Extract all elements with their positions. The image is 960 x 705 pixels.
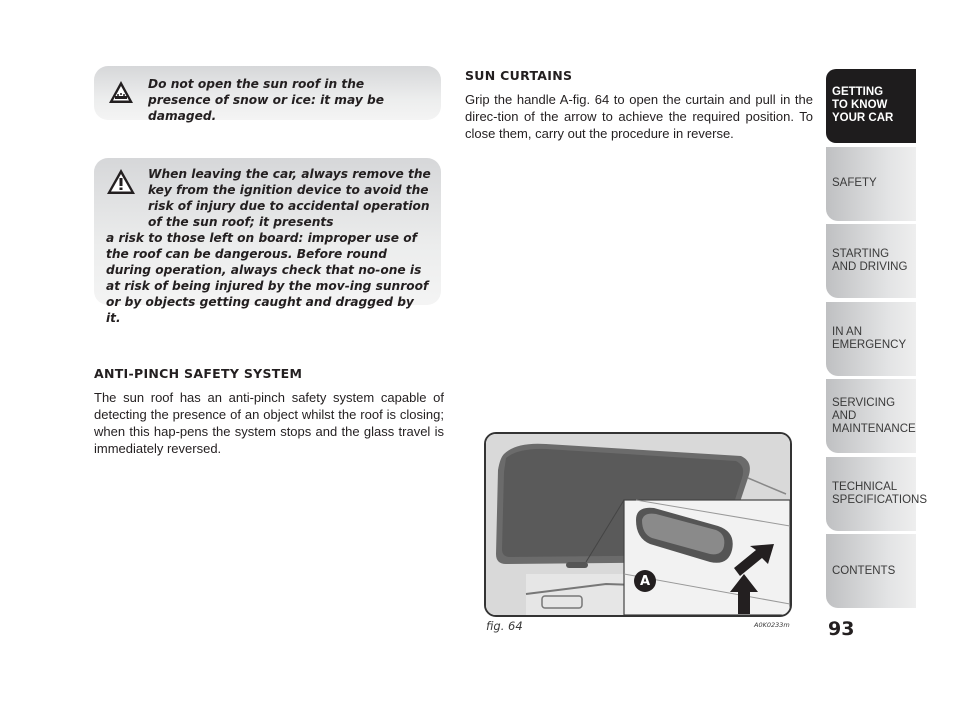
chapter-tabs: [826, 69, 927, 612]
label-a-marker: [634, 570, 656, 592]
snow-warning-icon: [108, 80, 134, 104]
key-warning-box: [94, 158, 441, 325]
tab-contents[interactable]: CONTENTS: [826, 534, 916, 608]
figure-code: A0K0233m: [754, 621, 790, 629]
snow-warning-box: [94, 66, 441, 123]
label-a-text: A: [639, 573, 651, 589]
figure-caption: fig. 64: [486, 619, 523, 633]
snow-warning-text: Do not open the sun roof in the presence of snow or ice: it may be damaged.: [148, 77, 385, 123]
sun-curtains-body: Grip the handle A-fig. 64 to open the curtain and pull in the direc-tion of the arrow to achieve the required position. To close them, carry out the procedure in reverse.: [465, 92, 813, 141]
tab-in-an-emergency[interactable]: IN AN EMERGENCY: [826, 302, 916, 376]
key-warning-text-rest: a risk to those left on board: improper use of the roof can be dangerous. Before round during operation, always check that no-one is at risk of being injured by the mov-ing sunroof or by objects getting caught and dragged by it.: [106, 231, 429, 325]
anti-pinch-body: The sun roof has an anti-pinch safety system capable of detecting the presence of an object whilst the roof is closing; when this hap-pens the system stops and the glass travel is immediately reversed.: [94, 390, 444, 456]
anti-pinch-title: ANTI-PINCH SAFETY SYSTEM: [94, 366, 303, 381]
tab-servicing-and-maintenance[interactable]: SERVICING AND MAINTENANCE: [826, 379, 916, 453]
page-number: 93: [828, 618, 855, 640]
tab-starting-and-driving[interactable]: STARTING AND DRIVING: [826, 224, 916, 298]
sun-curtain-figure: [484, 432, 792, 617]
warning-triangle-icon: [106, 168, 136, 195]
tab-safety[interactable]: SAFETY: [826, 147, 916, 221]
tab-getting-to-know-your-car[interactable]: GETTING TO KNOW YOUR CAR: [826, 69, 916, 143]
tab-technical-specifications[interactable]: TECHNICAL SPECIFICATIONS: [826, 457, 916, 531]
key-warning-text-first: When leaving the car, always remove the key from the ignition device to avoid the risk of injury due to accidental operation of the sun roof; it presents: [148, 167, 431, 229]
sun-curtains-title: SUN CURTAINS: [465, 68, 573, 83]
